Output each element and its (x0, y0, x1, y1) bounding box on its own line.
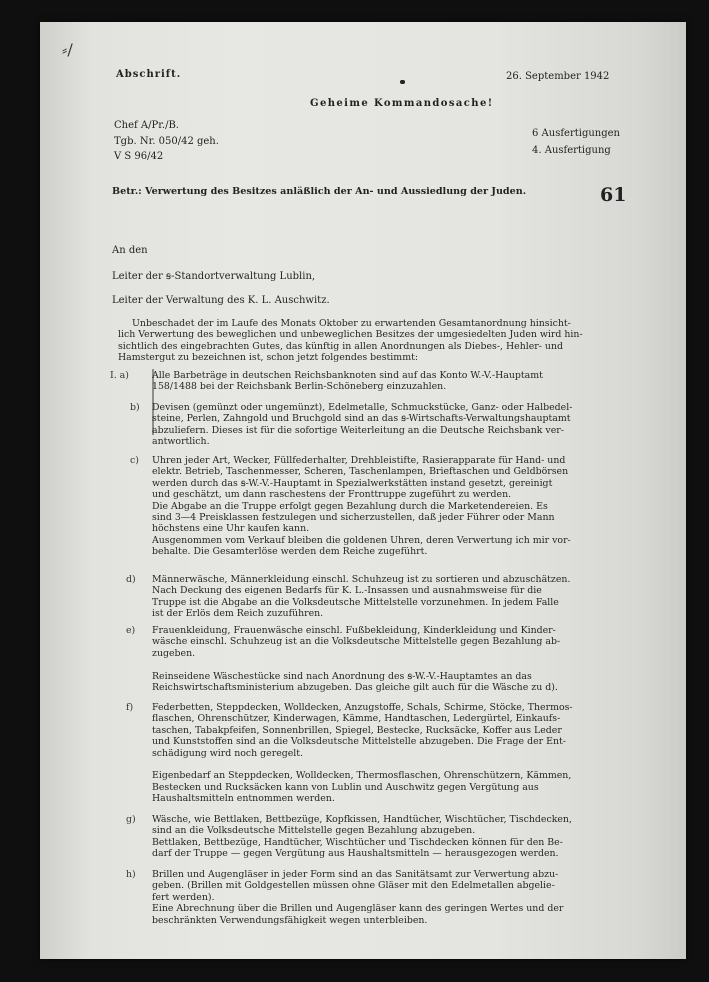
provision-paragraph (152, 574, 570, 620)
text-line: abzuliefern. Dieses ist für die sofortige Weiterleitung an die Deutsche Reichsbank ver- (152, 424, 564, 436)
text-line: Uhren jeder Art, Wecker, Füllfederhalter, Drehbleistifte, Rasierapparate für Hand- und (152, 455, 566, 466)
text-line: Wäsche, wie Bettlaken, Bettbezüge, Kopfkissen, Handtücher, Wischtücher, Tischdecken, (152, 814, 572, 825)
text-line: Brillen und Augengläser in jeder Form sind an das Sanitätsamt zur Verwertung abzu- (152, 869, 559, 880)
text-line: beschränkten Verwendungsfähigkeit wegen unterbleiben. (152, 914, 428, 926)
text-line: Truppe ist die Abgabe an die Volksdeutsche Mittelstelle vorzunehmen. In jedem Falle (152, 596, 559, 608)
text-line: Ausgenommen vom Verkauf bleiben die goldenen Uhren, deren Verwertung ich mir vor- (152, 534, 571, 546)
paragraph-label: b) (130, 402, 140, 413)
text-line: sind an die Volksdeutsche Mittelstelle gegen Bezahlung abzugeben. (152, 825, 476, 837)
text-line: behalte. Die Gesamterlöse werden dem Reiche zugeführt. (152, 546, 428, 558)
text-line: darf der Truppe — gegen Vergütung aus Haushaltsmitteln — herausgezogen werden. (152, 848, 559, 860)
addressee-intro: An den (112, 245, 148, 256)
text-line: und Kunststoffen sind an die Volksdeutsche Mittelstelle abzugeben. Die Frage der Ent- (152, 736, 566, 748)
text-line: Unbeschadet der im Laufe des Monats Oktober zu erwartenden Gesamtanordnung hinsicht- (132, 318, 571, 329)
text-line: Nach Deckung des eigenen Bedarfs für K. L.-Insassen und ausnahmsweise für die (152, 585, 542, 597)
text-line: geben. (Brillen mit Goldgestellen müssen ohne Gläser mit den Edelmetallen abgelie- (152, 880, 555, 892)
paragraph-label: d) (126, 574, 136, 585)
classification-heading: Geheime Kommandosache! (310, 98, 494, 109)
text-line: fert werden). (152, 891, 215, 903)
subject-line: Betr.: Verwertung des Besitzes anläßlich der An- und Aussiedlung der Juden. (112, 186, 527, 197)
text-line: und geschätzt, um dann raschestens der Fronttruppe zugeführt zu werden. (152, 489, 512, 501)
copies-line: 4. Ausfertigung (532, 145, 611, 156)
text-line: ist der Erlös dem Reich zuzuführen. (152, 608, 324, 620)
paragraph-label: f) (126, 702, 134, 713)
text-line: werden durch das ꞩ-W.-V.-Hauptamt in Spezialwerkstätten instand gesetzt, gereinigt (152, 477, 553, 489)
text-line: flaschen, Ohrenschützer, Kinderwagen, Kämme, Handtaschen, Ledergürtel, Einkaufs- (152, 713, 561, 725)
provision-paragraph (152, 402, 572, 448)
text-line: Bettlaken, Bettbezüge, Handtücher, Wischtücher und Tischdecken können für den Be- (152, 836, 563, 848)
text-line: Männerwäsche, Männerkleidung einschl. Schuhzeug ist zu sortieren und abzuschätzen. (152, 574, 571, 585)
text-line: schädigung wird noch geregelt. (152, 747, 304, 759)
text-line: lich Verwertung des beweglichen und unbeweglichen Besitzes der umgesiedelten Juden wird hin- (118, 329, 583, 341)
provision-paragraph (152, 702, 573, 805)
recipient-line: Leiter der Verwaltung des K. L. Auschwitz. (112, 295, 330, 306)
paragraph-label: I. a) (110, 370, 129, 381)
provision-paragraph (152, 370, 543, 393)
text-line: antwortlich. (152, 436, 210, 448)
paragraph-label: g) (126, 814, 136, 825)
reference-line: V S 96/42 (114, 151, 164, 162)
provision-paragraph (152, 625, 560, 693)
text-line (152, 659, 560, 670)
abschrift-label: Abschrift. (116, 69, 182, 80)
paragraph-label: c) (130, 455, 139, 466)
text-line: steine, Perlen, Zahngold und Bruchgold sind an das ꞩ-Wirtschafts-Verwaltungshauptamt (152, 413, 571, 425)
paragraph-label: e) (126, 625, 136, 636)
text-line: Federbetten, Steppdecken, Wolldecken, Anzugstoffe, Schals, Schirme, Stöcke, Thermos- (152, 702, 573, 713)
copies-line: 6 Ausfertigungen (532, 128, 620, 139)
text-line: wäsche einschl. Schuhzeug ist an die Volksdeutsche Mittelstelle gegen Bezahlung ab- (152, 636, 561, 648)
text-line: Bestecken und Rucksäcken kann von Lublin und Auschwitz gegen Vergütung aus (152, 781, 539, 793)
text-line: 158/1488 bei der Reichsbank Berlin-Schöneberg einzuzahlen. (152, 381, 447, 393)
text-line: Frauenkleidung, Frauenwäsche einschl. Fußbekleidung, Kinderkleidung und Kinder- (152, 625, 556, 636)
document-page (40, 22, 686, 959)
text-line: elektr. Betrieb, Taschenmesser, Scheren, Taschenlampen, Brieftaschen und Geldbörsen (152, 466, 569, 478)
text-line: Die Abgabe an die Truppe erfolgt gegen Bezahlung durch die Marketendereien. Es (152, 500, 548, 512)
text-line: höchstens eine Uhr kaufen kann. (152, 523, 310, 535)
recipient-line: Leiter der ꞩ-Standortverwaltung Lublin, (112, 271, 316, 282)
text-line: taschen, Tabakpfeifen, Sonnenbrillen, Spiegel, Bestecke, Rucksäcke, Koffer aus Leder (152, 724, 562, 736)
text-line: Alle Barbeträge in deutschen Reichsbanknoten sind auf das Konto W.-V.-Hauptamt (152, 370, 543, 381)
text-line: sind 3—4 Preisklassen festzulegen und sicherzustellen, daß jeder Führer oder Mann (152, 512, 555, 524)
provision-paragraph (152, 814, 572, 860)
text-line: sichtlich des eingebrachten Gutes, das künftig in allen Anordnungen als Diebes-, Hehler- und (118, 340, 563, 352)
text-line: Reichswirtschaftsministerium abzugeben. Das gleiche gilt auch für die Wäsche zu d). (152, 682, 558, 694)
page-number: 61 (600, 184, 627, 206)
text-line: Reinseidene Wäschestücke sind nach Anordnung des ꞩ-W.-V.-Hauptamtes an das (152, 670, 532, 682)
document-date: 26. September 1942 (506, 71, 610, 82)
punch-dot (400, 80, 405, 84)
text-line: Devisen (gemünzt oder ungemünzt), Edelmetalle, Schmuckstücke, Ganz- oder Halbedel- (152, 402, 573, 413)
reference-line: Tgb. Nr. 050/42 geh. (114, 136, 219, 147)
paragraph-label: h) (126, 869, 136, 880)
text-line: Haushaltsmitteln entnommen werden. (152, 793, 335, 805)
text-line (152, 759, 573, 770)
reference-line: Chef A/Pr./B. (114, 120, 179, 131)
text-line: zugeben. (152, 647, 196, 659)
provision-paragraph (152, 455, 571, 558)
intro-paragraph (118, 318, 583, 364)
text-line: Eine Abrechnung über die Brillen und Augengläser kann des geringen Wertes und der (152, 903, 564, 915)
text-line: Hamstergut zu bezeichnen ist, schon jetzt folgendes bestimmt: (118, 352, 419, 364)
provision-paragraph (152, 869, 563, 926)
text-line: Eigenbedarf an Steppdecken, Wolldecken, Thermosflaschen, Ohrenschützern, Kämmen, (152, 770, 572, 782)
handwritten-mark: ⸗/ (62, 40, 73, 59)
